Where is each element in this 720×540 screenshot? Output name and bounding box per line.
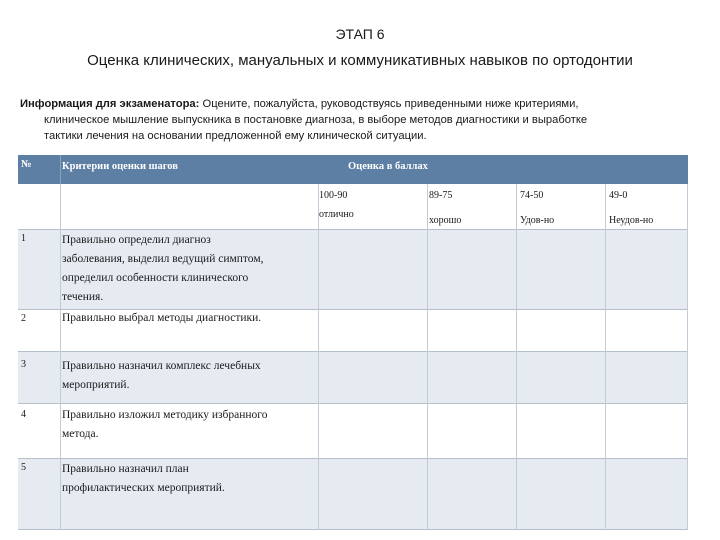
table-header bbox=[18, 155, 688, 184]
table-row bbox=[18, 458, 688, 530]
table-row bbox=[18, 229, 688, 309]
grid-line bbox=[18, 458, 688, 459]
grade-range: 89-75 bbox=[429, 190, 453, 201]
table-row bbox=[18, 403, 688, 458]
header-divider bbox=[60, 155, 61, 184]
grid-line bbox=[18, 403, 688, 404]
criterion-line: метода. bbox=[62, 428, 99, 440]
row-number: 5 bbox=[21, 462, 26, 473]
grade-label: Неудов-но bbox=[609, 215, 654, 226]
grid-line bbox=[318, 184, 319, 530]
info-label: Информация для экзаменатора: bbox=[20, 98, 200, 110]
criterion-line: Правильно назначил комплекс лечебных bbox=[62, 360, 261, 372]
grid-line bbox=[18, 229, 688, 230]
criterion-text bbox=[62, 406, 318, 444]
table-row bbox=[18, 351, 688, 403]
grade-range: 49-0 bbox=[609, 190, 628, 201]
grid-line bbox=[18, 351, 688, 352]
examiner-info bbox=[20, 96, 690, 144]
grid-line bbox=[516, 184, 517, 530]
criterion-line: Правильно выбрал методы диагностики. bbox=[62, 312, 262, 324]
criteria-table bbox=[18, 155, 688, 530]
criterion-line: Правильно определил диагноз bbox=[62, 234, 211, 246]
grade-label: Удов-но bbox=[520, 215, 555, 226]
grade-label: хорошо bbox=[429, 215, 462, 226]
stage-title: ЭТАП 6 bbox=[335, 26, 385, 42]
table-row bbox=[18, 309, 688, 351]
grade-range: 74-50 bbox=[520, 190, 544, 201]
info-line-1: Оцените, пожалуйста, руководствуясь приведенными ниже критериями, bbox=[202, 98, 579, 110]
grid-line bbox=[427, 184, 428, 530]
row-number: 3 bbox=[21, 359, 26, 370]
row-number: 4 bbox=[21, 409, 26, 420]
page-title: Оценка клинических, мануальных и коммуникативных навыков по ортодонтии bbox=[87, 52, 633, 69]
header-score: Оценка в баллах bbox=[348, 161, 428, 172]
criterion-line: профилактических мероприятий. bbox=[62, 482, 225, 494]
grade-excellent bbox=[319, 186, 427, 224]
criterion-line: заболевания, выделил ведущий симптом, bbox=[62, 253, 264, 265]
grade-label: отлично bbox=[319, 209, 354, 220]
criterion-text bbox=[62, 460, 318, 498]
grid-line bbox=[605, 184, 606, 530]
criterion-line: Правильно назначил план bbox=[62, 463, 189, 475]
criterion-text bbox=[62, 357, 318, 395]
criterion-line: мероприятий. bbox=[62, 379, 130, 391]
row-number: 1 bbox=[21, 233, 26, 244]
grid-line bbox=[18, 529, 688, 530]
grid-line bbox=[18, 309, 688, 310]
grade-satisfactory bbox=[520, 186, 606, 230]
info-line-3: тактики лечения на основании предложенной ему клинической ситуации. bbox=[44, 130, 427, 142]
header-num: № bbox=[21, 159, 32, 170]
criterion-text bbox=[62, 231, 318, 307]
criterion-line: Правильно изложил методику избранного bbox=[62, 409, 268, 421]
row-number: 2 bbox=[21, 313, 26, 324]
grid-line bbox=[687, 184, 688, 530]
criterion-line: определил особенности клинического bbox=[62, 272, 249, 284]
grade-range: 100-90 bbox=[319, 190, 348, 201]
grade-subheader bbox=[18, 184, 688, 229]
grid-line bbox=[60, 184, 61, 530]
grade-good bbox=[429, 186, 515, 230]
criterion-text bbox=[62, 309, 318, 328]
header-criteria: Критерии оценки шагов bbox=[62, 161, 178, 172]
grade-unsatisfactory bbox=[609, 186, 687, 230]
criterion-line: течения. bbox=[62, 291, 104, 303]
info-line-2: клиническое мышление выпускника в постановке диагноза, в выборе методов диагностики и выработке bbox=[44, 114, 588, 126]
